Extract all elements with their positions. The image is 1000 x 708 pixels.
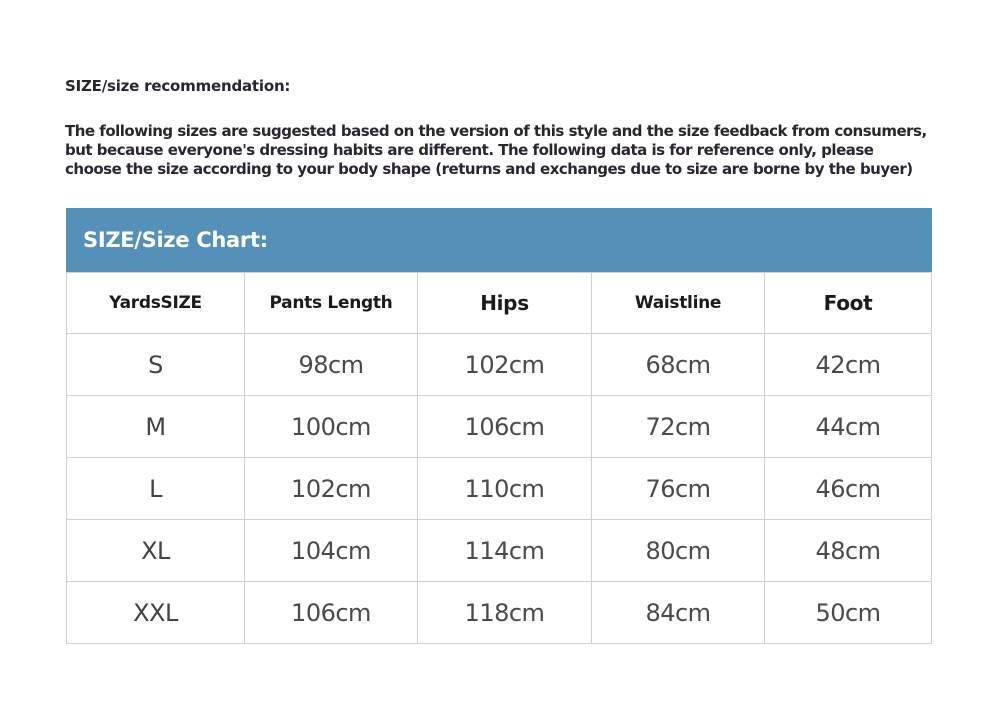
recommendation-line-1: The following sizes are suggested based on the version of this style and the size feedback from consumers, (65, 122, 927, 140)
cell-pants-length: 98cm (245, 334, 418, 396)
table-row-l (67, 458, 932, 520)
column-header-hips: Hips (418, 273, 592, 334)
table-row-xl (67, 520, 932, 582)
header-row (67, 273, 932, 334)
cell-foot: 50cm (765, 582, 932, 644)
cell-waistline: 76cm (592, 458, 765, 520)
cell-size: S (67, 334, 245, 396)
column-header-foot: Foot (765, 273, 932, 334)
size-chart-title: SIZE/Size Chart: (83, 228, 268, 252)
size-chart-title-bar (66, 208, 932, 272)
cell-hips: 114cm (418, 520, 592, 582)
column-header-size: YardsSIZE (67, 273, 245, 334)
cell-pants-length: 102cm (245, 458, 418, 520)
cell-size: XXL (67, 582, 245, 644)
cell-waistline: 68cm (592, 334, 765, 396)
size-chart-table-head (67, 273, 932, 334)
cell-foot: 44cm (765, 396, 932, 458)
cell-hips: 102cm (418, 334, 592, 396)
cell-waistline: 72cm (592, 396, 765, 458)
cell-hips: 118cm (418, 582, 592, 644)
cell-foot: 48cm (765, 520, 932, 582)
cell-waistline: 84cm (592, 582, 765, 644)
cell-pants-length: 106cm (245, 582, 418, 644)
cell-pants-length: 104cm (245, 520, 418, 582)
size-chart-table (66, 272, 932, 644)
column-header-waistline: Waistline (592, 273, 765, 334)
cell-hips: 106cm (418, 396, 592, 458)
cell-size: XL (67, 520, 245, 582)
cell-foot: 46cm (765, 458, 932, 520)
column-header-pants-length: Pants Length (245, 273, 418, 334)
cell-waistline: 80cm (592, 520, 765, 582)
cell-size: M (67, 396, 245, 458)
table-row-s (67, 334, 932, 396)
recommendation-heading: SIZE/size recommendation: (65, 77, 291, 95)
recommendation-paragraph (65, 122, 927, 179)
size-chart-table-body (67, 334, 932, 644)
size-chart-section (66, 208, 932, 644)
table-row-m (67, 396, 932, 458)
cell-size: L (67, 458, 245, 520)
recommendation-line-3: choose the size according to your body shape (returns and exchanges due to size are borne by the buyer) (65, 160, 913, 178)
table-row-xxl (67, 582, 932, 644)
cell-hips: 110cm (418, 458, 592, 520)
recommendation-line-2: but because everyone's dressing habits are different. The following data is for reference only, please (65, 141, 874, 159)
cell-foot: 42cm (765, 334, 932, 396)
cell-pants-length: 100cm (245, 396, 418, 458)
